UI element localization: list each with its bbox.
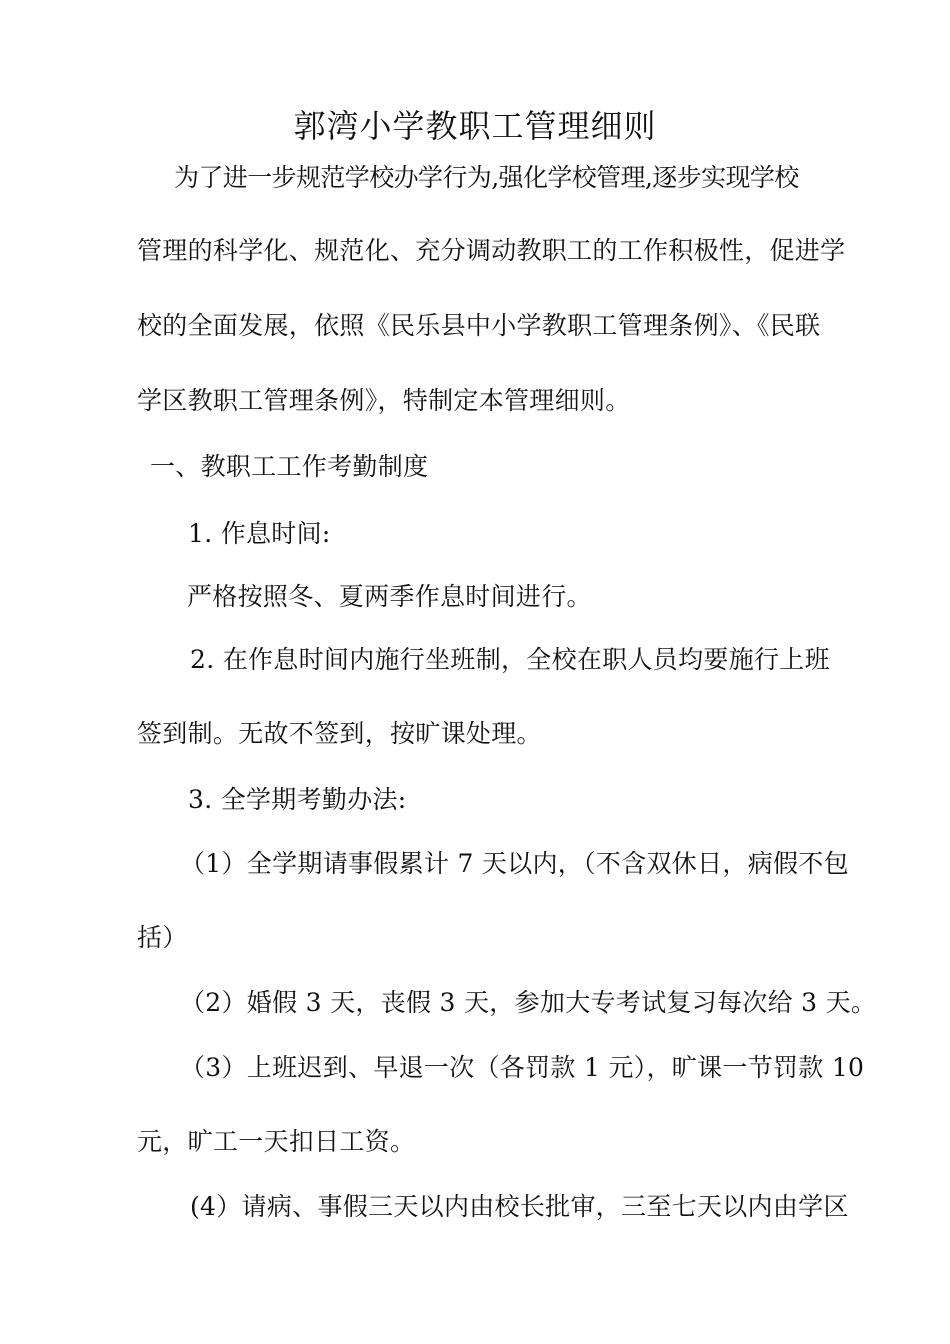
list-item: 1. 作息时间:: [188, 519, 331, 548]
paragraph-line: 管理的科学化、规范化、充分调动教职工的工作积极性，促进学: [137, 236, 846, 265]
document-title: 郭湾小学教职工管理细则: [293, 107, 657, 145]
section-heading: 一、教职工工作考勤制度: [150, 452, 429, 481]
paragraph-line: 括）: [137, 923, 188, 952]
paragraph-line: 严格按照冬、夏两季作息时间进行。: [187, 582, 592, 611]
list-item: 3. 全学期考勤办法:: [188, 785, 407, 814]
paragraph-line: 校的全面发展，依照《民乐县中小学教职工管理条例》、《民联: [137, 311, 821, 340]
paragraph-line: 为了进一步规范学校办学行为,强化学校管理,逐步实现学校: [174, 163, 799, 192]
list-item: 2. 在作息时间内施行坐班制，全校在职人员均要施行上班: [190, 645, 830, 674]
paragraph-line: 元，旷工一天扣日工资。: [137, 1127, 416, 1156]
list-item: (4）请病、事假三天以内由校长批审，三至七天以内由学区: [190, 1192, 849, 1221]
list-item: （3）上班迟到、早退一次（各罚款 1 元），旷课一节罚款 10: [180, 1053, 865, 1082]
list-item: （2）婚假 3 天，丧假 3 天，参加大专考试复习每次给 3 天。: [180, 988, 877, 1017]
paragraph-line: 学区教职工管理条例》，特制定本管理细则。: [137, 386, 631, 415]
list-item: （1）全学期请事假累计 7 天以内，（不含双休日，病假不包: [180, 849, 849, 878]
paragraph-line: 签到制。无故不签到，按旷课处理。: [137, 719, 542, 748]
